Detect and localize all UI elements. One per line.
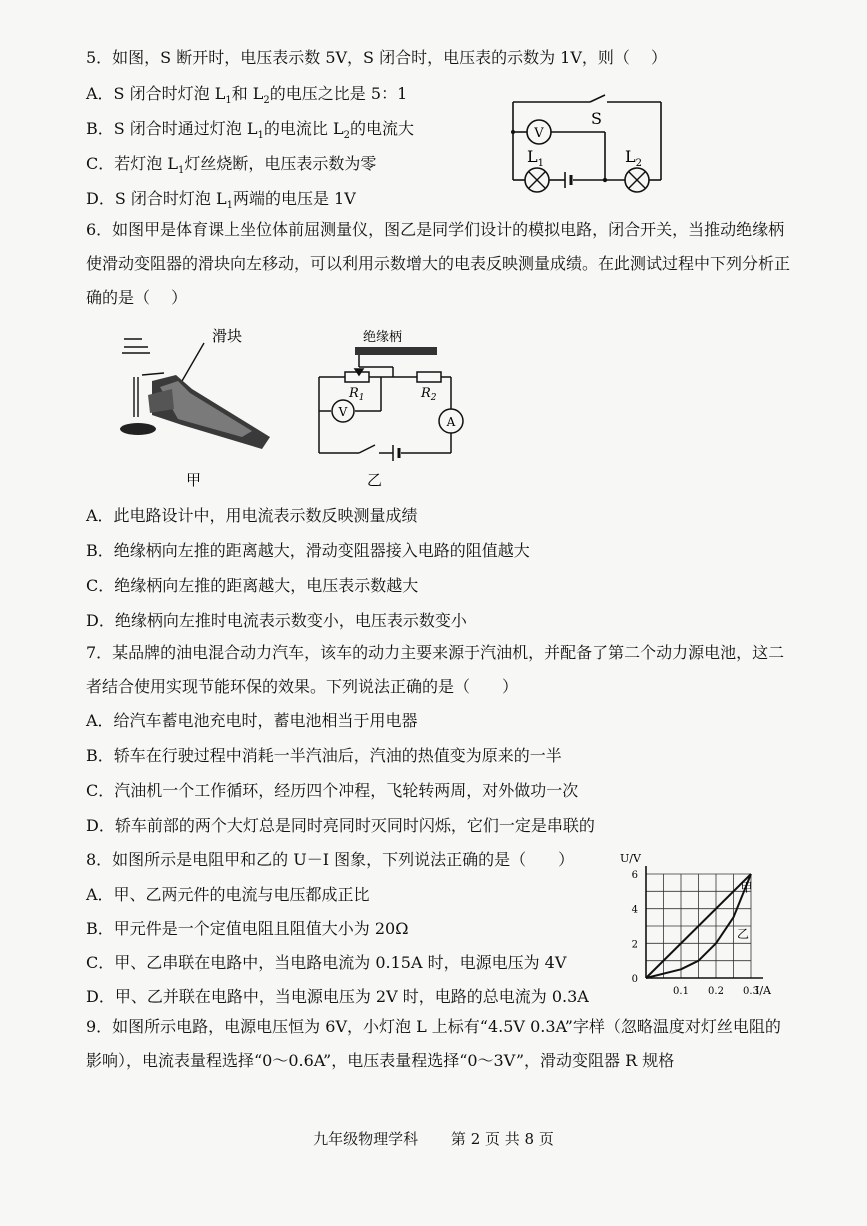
q7-option-c: C．汽油机一个工作循环，经历四个冲程，飞轮转两周，对外做功一次	[86, 781, 579, 800]
lamp-l2-icon	[625, 168, 649, 192]
footer-subject: 九年级物理学科	[313, 1130, 419, 1148]
svg-text:A: A	[446, 415, 456, 429]
q5-circuit-diagram	[505, 92, 675, 200]
svg-text:V: V	[534, 126, 544, 141]
svg-text:V: V	[338, 405, 348, 419]
rheostat-r1	[345, 372, 369, 382]
y-tick-label: 6	[631, 870, 638, 881]
q8-ui-graph	[618, 852, 788, 998]
l2-label: $L_2$	[625, 147, 642, 169]
q7-option-d: D．轿车前部的两个大灯总是同时亮同时灭同时闪烁，它们一定是串联的	[86, 816, 595, 835]
x-tick-label: 0.2	[708, 986, 724, 997]
q5-option-a: A．S 闭合时灯泡 $L_1$和 $L_2$的电压之比是 5：1	[86, 84, 408, 107]
l1-label: $L_1$	[527, 147, 544, 169]
slider-label: 滑块	[212, 327, 243, 345]
q5-option-d: D．S 闭合时灯泡 $L_1$两端的电压是 1V	[86, 189, 356, 212]
q9-text: 9．如图所示电路，电源电压恒为 6V，小灯泡 L 上标有“4.5V 0.3A”字样（忽略温度对灯丝电阻的影响），电流表量程选择“0～0.6A”，电压表量程选择“0～3V”，滑动变阻器 R 规格	[86, 1017, 781, 1070]
handle-label: 绝缘柄	[363, 330, 403, 345]
resistor-r2	[417, 372, 441, 382]
q6-figure-a-photo	[112, 325, 282, 495]
y-tick-label: 2	[631, 939, 638, 951]
y-axis-label: U/V	[620, 852, 641, 865]
q8-stem: 8．如图所示是电阻甲和乙的 U－I 图象，下列说法正确的是（ ）	[86, 850, 575, 869]
insulated-handle	[355, 347, 437, 355]
q8-option-a: A．甲、乙两元件的电流与电压都成正比	[86, 885, 370, 904]
page-footer	[0, 1128, 867, 1149]
switch-label: S	[591, 109, 602, 128]
r2-label: $R_2$	[421, 386, 437, 403]
q6-option-b: B．绝缘柄向左推的距离越大，滑动变阻器接入电路的阻值越大	[86, 541, 530, 560]
q7-stem: 7．某品牌的油电混合动力汽车，该车的动力主要来源于汽油机，并配备了第二个动力源电池，这二者结合使用实现节能环保的效果。下列说法正确的是（ ）	[86, 643, 785, 696]
q8-option-d: D．甲、乙并联在电路中，当电源电压为 2V 时，电路的总电流为 0.3A	[86, 987, 589, 1006]
x-tick-label: 0.1	[673, 986, 689, 997]
ammeter-icon	[439, 409, 463, 433]
r1-label: $R_1$	[349, 386, 365, 403]
q5-option-c: C．若灯泡 $L_1$灯丝烧断，电压表示数为零	[86, 154, 377, 177]
y-tick-label: 4	[631, 904, 638, 916]
q6-option-c: C．绝缘柄向左推的距离越大，电压表示数越大	[86, 576, 419, 595]
q5-option-b: B．S 闭合时通过灯泡 $L_1$的电流比 $L_2$的电流大	[86, 119, 415, 142]
series-label-yi: 乙	[737, 927, 750, 942]
voltmeter-icon	[332, 400, 354, 422]
voltmeter-icon	[527, 120, 551, 144]
y-tick-label: 0	[631, 974, 638, 985]
x-axis-label: I/A	[755, 984, 771, 997]
q7-option-b: B．轿车在行驶过程中消耗一半汽油后，汽油的热值变为原来的一半	[86, 746, 562, 765]
figure-b-caption: 乙	[367, 471, 383, 489]
q6-option-d: D．绝缘柄向左推时电流表示数变小，电压表示数变小	[86, 611, 467, 630]
q6-stem: 6．如图甲是体育课上坐位体前屈测量仪，图乙是同学们设计的模拟电路，闭合开关，当推动绝缘柄使滑动变阻器的滑块向左移动，可以利用示数增大的电表反映测量成绩。在此测试过程中下列分析正确的是（ ）	[86, 220, 791, 307]
footer-page-number: 第 2 页 共 8 页	[450, 1130, 554, 1148]
q7-option-a: A．给汽车蓄电池充电时，蓄电池相当于用电器	[86, 711, 418, 730]
x-tick-label: 0.3	[743, 986, 759, 997]
series-label-jia: 甲	[740, 880, 753, 895]
q5-stem: 5．如图，S 断开时，电压表示数 5V，S 闭合时，电压表的示数为 1V，则（ ）	[86, 48, 668, 67]
q6-option-a: A．此电路设计中，用电流表示数反映测量成绩	[86, 506, 418, 525]
q8-option-b: B．甲元件是一个定值电阻且阻值大小为 20Ω	[86, 919, 409, 938]
q8-option-c: C．甲、乙串联在电路中，当电路电流为 0.15A 时，电源电压为 4V	[86, 953, 567, 972]
lamp-l1-icon	[525, 168, 549, 192]
figure-a-caption: 甲	[186, 471, 202, 489]
q6-circuit-diagram	[305, 325, 465, 495]
